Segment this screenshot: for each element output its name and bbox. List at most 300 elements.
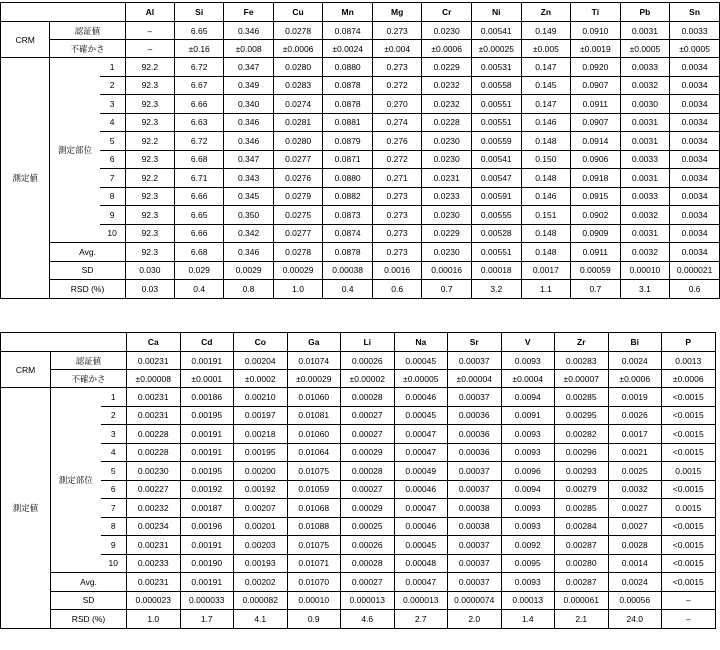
table-row	[1, 462, 716, 481]
certified-value: 0.00026	[341, 352, 395, 370]
measured-value: 0.0874	[323, 224, 373, 243]
measured-value: 0.00192	[234, 480, 288, 499]
measured-value: 6.66	[175, 224, 224, 243]
certified-value: 0.0874	[323, 22, 373, 40]
sd-value: 0.0000074	[448, 591, 502, 610]
certified-label: 認証値	[51, 352, 127, 370]
certified-value: 0.00037	[448, 352, 502, 370]
position-number: 9	[101, 536, 127, 555]
measured-value: 0.00045	[394, 536, 448, 555]
measured-value: 6.72	[175, 58, 224, 77]
uncertainty-value: ±0.16	[175, 40, 224, 58]
measured-label: 測定値	[1, 388, 51, 629]
element-header: Cu	[273, 3, 323, 22]
measured-value: 0.00287	[555, 536, 609, 555]
measured-value: 0.0918	[571, 169, 621, 188]
measured-value: 0.0281	[273, 113, 323, 132]
measured-value: 0.00193	[234, 554, 288, 573]
table-row	[1, 58, 720, 77]
sd-row	[1, 591, 716, 610]
measured-value: 0.146	[521, 187, 570, 206]
measured-value: 0.00027	[341, 406, 395, 425]
measured-value: 0.00201	[234, 517, 288, 536]
measured-value: 0.01060	[287, 425, 341, 444]
measured-value: 0.350	[224, 206, 273, 225]
measured-value: 0.0014	[608, 554, 662, 573]
measured-value: 0.0034	[670, 206, 720, 225]
measured-value: 0.00230	[127, 462, 181, 481]
measured-value: 0.00282	[555, 425, 609, 444]
measured-value: 0.0031	[620, 169, 670, 188]
uncertainty-value: ±0.008	[224, 40, 273, 58]
position-number: 5	[101, 462, 127, 481]
rsd-label: RSD (%)	[50, 280, 125, 299]
table-row	[1, 224, 720, 243]
uncertainty-row	[1, 370, 716, 388]
certified-value: 0.149	[521, 22, 570, 40]
sd-value: 0.0029	[224, 261, 273, 280]
sd-value: 0.000013	[341, 591, 395, 610]
avg-row	[1, 243, 720, 262]
rsd-value: 1.1	[521, 280, 570, 299]
measured-value: 92.3	[125, 206, 174, 225]
measured-value: 0.0880	[323, 169, 373, 188]
measured-value: 0.00228	[127, 425, 181, 444]
table-row	[1, 536, 716, 555]
measured-value: 0.00192	[180, 480, 234, 499]
uncertainty-value: ±0.0005	[670, 40, 720, 58]
measured-value: 0.01075	[287, 536, 341, 555]
measured-value: 0.347	[224, 150, 273, 169]
measured-value: 0.0277	[273, 150, 323, 169]
element-header: Ni	[471, 3, 521, 22]
avg-value: 0.01070	[287, 573, 341, 592]
results-table-2	[0, 332, 716, 629]
measured-value: 0.00196	[180, 517, 234, 536]
measured-value: 6.65	[175, 206, 224, 225]
measured-value: 0.0032	[608, 480, 662, 499]
measured-value: 0.00232	[127, 499, 181, 518]
measured-value: 0.00296	[555, 443, 609, 462]
measured-value: 0.00047	[394, 443, 448, 462]
measured-value: 0.00200	[234, 462, 288, 481]
measured-value: 0.0031	[620, 224, 670, 243]
measured-value: 0.276	[372, 132, 421, 151]
measured-value: 0.01059	[287, 480, 341, 499]
certified-value: 0.00191	[180, 352, 234, 370]
measured-value: 0.00531	[471, 58, 521, 77]
table-row	[1, 76, 720, 95]
certified-value: 0.00231	[127, 352, 181, 370]
measured-value: 92.3	[125, 113, 174, 132]
measured-value: 0.00203	[234, 536, 288, 555]
measured-value: 0.00038	[448, 499, 502, 518]
sd-value: 0.000021	[670, 261, 720, 280]
position-number: 4	[101, 443, 127, 462]
position-number: 4	[100, 113, 126, 132]
avg-value: <0.0015	[662, 573, 716, 592]
uncertainty-value: ±0.0001	[180, 370, 234, 388]
sd-value: 0.000013	[394, 591, 448, 610]
position-number: 7	[101, 499, 127, 518]
certified-label: 認証値	[50, 22, 125, 40]
certified-value: 0.00283	[555, 352, 609, 370]
avg-value: 0.0230	[422, 243, 472, 262]
measured-value: 0.0034	[670, 113, 720, 132]
measured-value: 0.0233	[422, 187, 472, 206]
measured-value: 0.01075	[287, 462, 341, 481]
measured-value: 0.0230	[422, 150, 472, 169]
sd-value: 0.00056	[608, 591, 662, 610]
measured-value: 6.66	[175, 95, 224, 114]
measured-value: 0.00036	[448, 443, 502, 462]
uncertainty-value: –	[125, 40, 174, 58]
element-header: Zn	[521, 3, 570, 22]
sd-value: 0.00038	[323, 261, 373, 280]
measured-value: 0.00047	[394, 499, 448, 518]
measured-value: 0.00025	[341, 517, 395, 536]
measured-value: 0.0880	[323, 58, 373, 77]
uncertainty-value: ±0.0002	[234, 370, 288, 388]
measured-value: 0.0283	[273, 76, 323, 95]
sd-value: 0.000023	[127, 591, 181, 610]
measured-value: 0.01088	[287, 517, 341, 536]
measured-value: 0.0093	[501, 499, 555, 518]
position-number: 5	[100, 132, 126, 151]
certified-row	[1, 22, 720, 40]
measured-value: 0.0878	[323, 76, 373, 95]
measured-value: 0.274	[372, 113, 421, 132]
measured-value: 0.0027	[608, 499, 662, 518]
measured-value: 0.00029	[341, 499, 395, 518]
measured-value: 0.00049	[394, 462, 448, 481]
measured-value: 0.0017	[608, 425, 662, 444]
measured-value: 0.0034	[670, 76, 720, 95]
sd-value: 0.00010	[287, 591, 341, 610]
measured-value: 0.00231	[127, 388, 181, 407]
measured-value: 92.3	[125, 95, 174, 114]
measured-value: 0.00038	[448, 517, 502, 536]
certified-value: 0.0024	[608, 352, 662, 370]
measured-value: 0.0032	[620, 76, 670, 95]
table-row	[1, 425, 716, 444]
certified-value: 0.0033	[670, 22, 720, 40]
avg-value: 0.0024	[608, 573, 662, 592]
element-header: Pb	[620, 3, 670, 22]
measured-value: <0.0015	[662, 406, 716, 425]
uncertainty-value: ±0.0006	[608, 370, 662, 388]
measured-value: 0.0279	[273, 187, 323, 206]
measured-value: 0.00195	[234, 443, 288, 462]
measured-value: 0.00187	[180, 499, 234, 518]
position-number: 1	[101, 388, 127, 407]
rsd-value: 1.0	[127, 610, 181, 629]
measured-value: 0.0093	[501, 425, 555, 444]
measured-value: 0.0280	[273, 58, 323, 77]
measured-value: 0.0274	[273, 95, 323, 114]
measured-value: 0.0034	[670, 150, 720, 169]
sd-value: 0.029	[175, 261, 224, 280]
measured-value: 0.00551	[471, 95, 521, 114]
avg-value: 0.00037	[448, 573, 502, 592]
measured-label: 測定値	[1, 58, 50, 299]
element-header: Sn	[670, 3, 720, 22]
uncertainty-value: ±0.0006	[662, 370, 716, 388]
measured-value: 0.00284	[555, 517, 609, 536]
measured-value: 6.66	[175, 187, 224, 206]
avg-value: 0.0878	[323, 243, 373, 262]
position-number: 7	[100, 169, 126, 188]
measured-value: 0.00037	[448, 462, 502, 481]
position-number: 8	[100, 187, 126, 206]
position-number: 8	[101, 517, 127, 536]
measured-value: 0.01081	[287, 406, 341, 425]
measured-value: 0.0907	[571, 113, 621, 132]
measured-value: 0.0881	[323, 113, 373, 132]
sd-value: 0.00018	[471, 261, 521, 280]
table-row	[1, 150, 720, 169]
measured-value: 0.145	[521, 76, 570, 95]
element-header: Zr	[555, 333, 609, 352]
measured-value: 0.148	[521, 132, 570, 151]
measured-value: 0.147	[521, 58, 570, 77]
measured-value: 0.0902	[571, 206, 621, 225]
measured-value: 0.00218	[234, 425, 288, 444]
measured-value: 0.00029	[341, 443, 395, 462]
element-header: Cr	[422, 3, 472, 22]
certified-value: 0.0278	[273, 22, 323, 40]
measured-value: <0.0015	[662, 425, 716, 444]
avg-value: 0.00027	[341, 573, 395, 592]
rsd-value: 0.4	[175, 280, 224, 299]
measured-value: 0.00191	[180, 425, 234, 444]
position-label: 測定部位	[50, 58, 100, 243]
position-number: 10	[100, 224, 126, 243]
rsd-value: 2.0	[448, 610, 502, 629]
measured-value: 0.00528	[471, 224, 521, 243]
measured-value: 0.272	[372, 76, 421, 95]
avg-label: Avg.	[50, 243, 125, 262]
measured-value: 0.01068	[287, 499, 341, 518]
certified-value: 0.0093	[501, 352, 555, 370]
certified-value: 0.00541	[471, 22, 521, 40]
measured-value: 0.273	[372, 58, 421, 77]
avg-value: 0.346	[224, 243, 273, 262]
rsd-value: 1.0	[273, 280, 323, 299]
measured-value: 0.0034	[670, 224, 720, 243]
measured-value: 0.0019	[608, 388, 662, 407]
table-row	[1, 388, 716, 407]
measured-value: 0.00036	[448, 425, 502, 444]
table-row	[1, 187, 720, 206]
uncertainty-value: ±0.00007	[555, 370, 609, 388]
element-header: Bi	[608, 333, 662, 352]
measured-value: 0.00027	[341, 425, 395, 444]
measured-value: 0.0275	[273, 206, 323, 225]
measured-value: 0.0229	[422, 58, 472, 77]
table-row	[1, 517, 716, 536]
uncertainty-value: ±0.005	[521, 40, 570, 58]
element-header: Cd	[180, 333, 234, 352]
measured-value: 0.00037	[448, 388, 502, 407]
measured-value: 0.00048	[394, 554, 448, 573]
measured-value: 0.00027	[341, 480, 395, 499]
rsd-value: 0.03	[125, 280, 174, 299]
measured-value: 0.00197	[234, 406, 288, 425]
position-number: 3	[101, 425, 127, 444]
position-number: 2	[100, 76, 126, 95]
measured-value: 0.146	[521, 113, 570, 132]
certified-value: 0.01074	[287, 352, 341, 370]
avg-value: 0.00191	[180, 573, 234, 592]
measured-value: 0.0879	[323, 132, 373, 151]
corner-cell	[1, 3, 126, 22]
sd-value: 0.00016	[422, 261, 472, 280]
rsd-value: 0.6	[670, 280, 720, 299]
uncertainty-value: ±0.00029	[287, 370, 341, 388]
uncertainty-value: ±0.0024	[323, 40, 373, 58]
measured-value: 0.01064	[287, 443, 341, 462]
certified-value: 0.00204	[234, 352, 288, 370]
measured-value: 0.00191	[180, 536, 234, 555]
element-header: Al	[125, 3, 174, 22]
crm-label: CRM	[1, 352, 51, 388]
measured-value: <0.0015	[662, 388, 716, 407]
measured-value: 0.148	[521, 224, 570, 243]
measured-value: 0.271	[372, 169, 421, 188]
table-row	[1, 499, 716, 518]
rsd-value: –	[662, 610, 716, 629]
measured-value: 0.00231	[127, 536, 181, 555]
table-row	[1, 169, 720, 188]
sd-value: 0.00010	[620, 261, 670, 280]
element-header: Ga	[287, 333, 341, 352]
rsd-value: 0.7	[571, 280, 621, 299]
measured-value: 0.00037	[448, 480, 502, 499]
avg-value: 0.0093	[501, 573, 555, 592]
uncertainty-value: ±0.0006	[273, 40, 323, 58]
measured-value: 0.0026	[608, 406, 662, 425]
measured-value: 0.0027	[608, 517, 662, 536]
sd-value: 0.000082	[234, 591, 288, 610]
avg-value: 0.00047	[394, 573, 448, 592]
measured-value: 0.00228	[127, 443, 181, 462]
measured-value: 0.0232	[422, 76, 472, 95]
measured-value: 0.00026	[341, 536, 395, 555]
measured-value: 0.0033	[620, 58, 670, 77]
measured-value: 0.00555	[471, 206, 521, 225]
rsd-row	[1, 280, 720, 299]
measured-value: 0.00541	[471, 150, 521, 169]
position-number: 2	[101, 406, 127, 425]
crm-label: CRM	[1, 22, 50, 58]
table-row	[1, 206, 720, 225]
measured-value: 0.00285	[555, 388, 609, 407]
rsd-label: RSD (%)	[51, 610, 127, 629]
avg-value: 6.68	[175, 243, 224, 262]
measured-value: 6.67	[175, 76, 224, 95]
certified-value: 0.0910	[571, 22, 621, 40]
measured-value: 0.00227	[127, 480, 181, 499]
position-label: 測定部位	[51, 388, 101, 573]
measured-value: 0.343	[224, 169, 273, 188]
measured-value: 0.00195	[180, 462, 234, 481]
measured-value: <0.0015	[662, 554, 716, 573]
measured-value: 0.00559	[471, 132, 521, 151]
avg-value: 0.00551	[471, 243, 521, 262]
element-header: V	[501, 333, 555, 352]
avg-value: 0.00231	[127, 573, 181, 592]
measured-value: 0.0882	[323, 187, 373, 206]
uncertainty-value: ±0.0004	[501, 370, 555, 388]
table-row	[1, 443, 716, 462]
measured-value: 0.0871	[323, 150, 373, 169]
uncertainty-row	[1, 40, 720, 58]
uncertainty-value: ±0.00005	[394, 370, 448, 388]
measured-value: 0.00207	[234, 499, 288, 518]
uncertainty-value: ±0.004	[372, 40, 421, 58]
sd-value: 0.000033	[180, 591, 234, 610]
measured-value: 0.0030	[620, 95, 670, 114]
measured-value: 0.0920	[571, 58, 621, 77]
measured-value: 0.01060	[287, 388, 341, 407]
certified-value: 0.273	[372, 22, 421, 40]
element-header: Na	[394, 333, 448, 352]
measured-value: 0.0907	[571, 76, 621, 95]
measured-value: 0.00234	[127, 517, 181, 536]
measured-value: 92.2	[125, 169, 174, 188]
measured-value: 0.00036	[448, 406, 502, 425]
element-header: Si	[175, 3, 224, 22]
measured-value: 0.0092	[501, 536, 555, 555]
rsd-value: 4.1	[234, 610, 288, 629]
measured-value: 0.00037	[448, 536, 502, 555]
rsd-value: 0.8	[224, 280, 273, 299]
measured-value: 0.00047	[394, 425, 448, 444]
element-header: Li	[341, 333, 395, 352]
measured-value: 0.00046	[394, 388, 448, 407]
measured-value: 0.00591	[471, 187, 521, 206]
measured-value: 0.151	[521, 206, 570, 225]
table-row	[1, 406, 716, 425]
measured-value: 92.2	[125, 58, 174, 77]
avg-value: 0.0032	[620, 243, 670, 262]
measured-value: 0.00293	[555, 462, 609, 481]
rsd-value: 0.4	[323, 280, 373, 299]
position-number: 10	[101, 554, 127, 573]
rsd-value: 3.1	[620, 280, 670, 299]
measured-value: 0.00295	[555, 406, 609, 425]
measured-value: 0.0231	[422, 169, 472, 188]
element-header: Co	[234, 333, 288, 352]
avg-label: Avg.	[51, 573, 127, 592]
sd-value: 0.00029	[273, 261, 323, 280]
measured-value: 0.00231	[127, 406, 181, 425]
measured-value: 0.0033	[620, 150, 670, 169]
uncertainty-value: ±0.00008	[127, 370, 181, 388]
measured-value: 0.0032	[620, 206, 670, 225]
measured-value: 0.0276	[273, 169, 323, 188]
measured-value: 0.0034	[670, 169, 720, 188]
measured-value: 0.0873	[323, 206, 373, 225]
avg-value: 0.0034	[670, 243, 720, 262]
measured-value: 0.00279	[555, 480, 609, 499]
measured-value: 0.0034	[670, 58, 720, 77]
measured-value: 0.00551	[471, 113, 521, 132]
measured-value: 0.0228	[422, 113, 472, 132]
rsd-value: 4.6	[341, 610, 395, 629]
rsd-value: 3.2	[471, 280, 521, 299]
